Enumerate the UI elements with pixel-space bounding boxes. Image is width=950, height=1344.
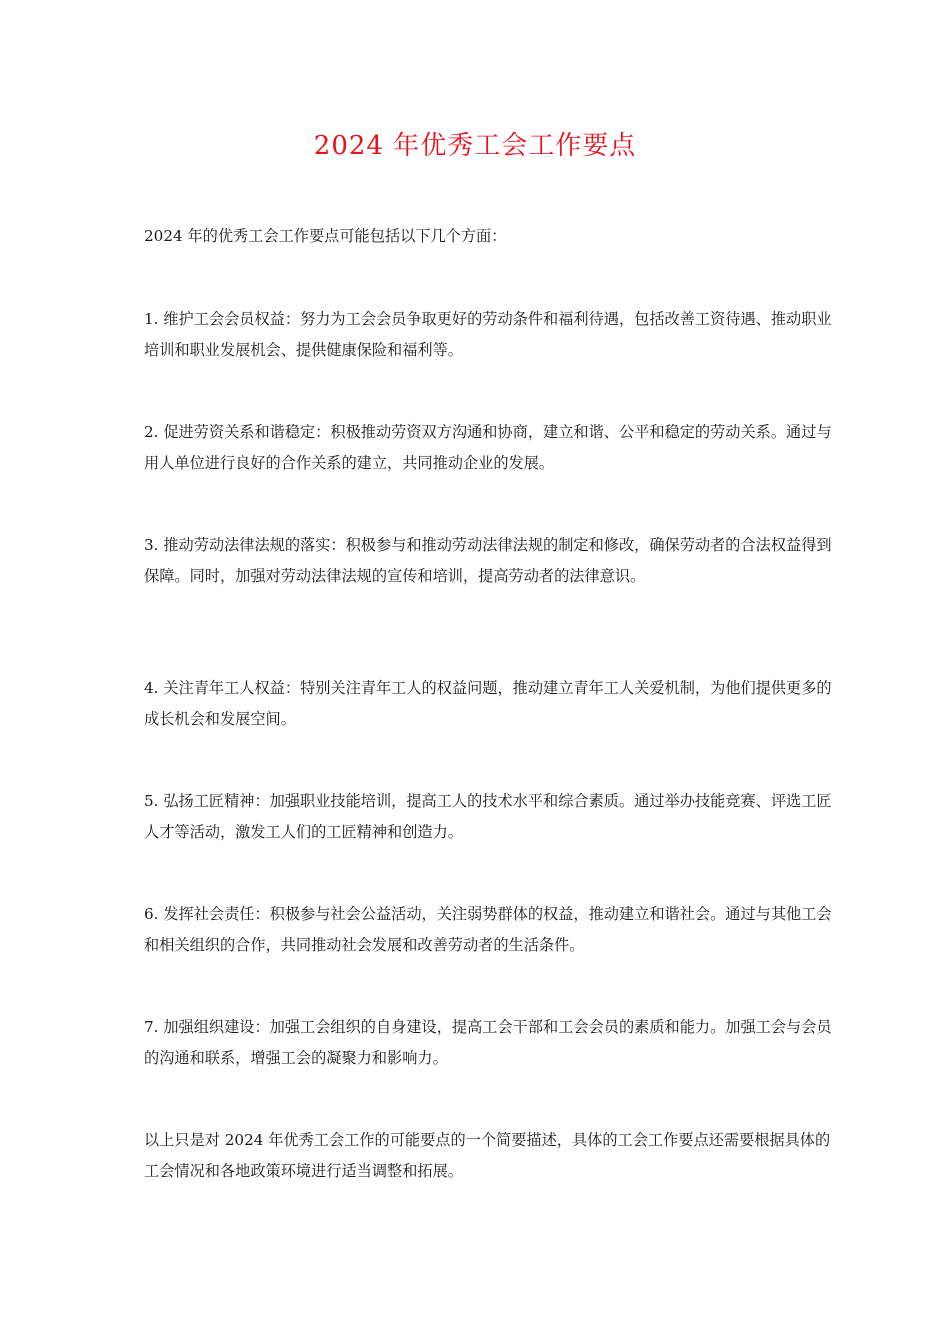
point-2-paragraph: 2. 促进劳资关系和谐稳定：积极推动劳资双方沟通和协商，建立和谐、公平和稳定的劳动关系。通过与用人单位进行良好的合作关系的建立，共同推动企业的发展。: [144, 423, 832, 472]
point-4-paragraph: 4. 关注青年工人权益：特别关注青年工人的权益问题，推动建立青年工人关爱机制，为他们提供更多的成长机会和发展空间。: [144, 679, 832, 728]
point-3-paragraph: 3. 推动劳动法律法规的落实：积极参与和推动劳动法律法规的制定和修改，确保劳动者的合法权益得到保障。同时，加强对劳动法律法规的宣传和培训，提高劳动者的法律意识。: [144, 536, 832, 585]
document-title: 2024 年优秀工会工作要点: [313, 131, 637, 161]
point-5-paragraph: 5. 弘扬工匠精神：加强职业技能培训，提高工人的技术水平和综合素质。通过举办技能竞赛、评选工匠人才等活动，激发工人们的工匠精神和创造力。: [144, 792, 832, 841]
intro-paragraph: 2024 年的优秀工会工作要点可能包括以下几个方面：: [144, 227, 507, 245]
conclusion-paragraph: 以上只是对 2024 年优秀工会工作的可能要点的一个简要描述，具体的工会工作要点还需要根据具体的工会情况和各地政策环境进行适当调整和拓展。: [144, 1131, 831, 1180]
point-1-paragraph: 1. 维护工会会员权益：努力为工会会员争取更好的劳动条件和福利待遇，包括改善工资待遇、推动职业培训和职业发展机会、提供健康保险和福利等。: [144, 310, 832, 359]
point-6-paragraph: 6. 发挥社会责任：积极参与社会公益活动，关注弱势群体的权益，推动建立和谐社会。通过与其他工会和相关组织的合作，共同推动社会发展和改善劳动者的生活条件。: [144, 905, 832, 954]
point-7-paragraph: 7. 加强组织建设：加强工会组织的自身建设，提高工会干部和工会会员的素质和能力。加强工会与会员的沟通和联系，增强工会的凝聚力和影响力。: [144, 1018, 832, 1067]
